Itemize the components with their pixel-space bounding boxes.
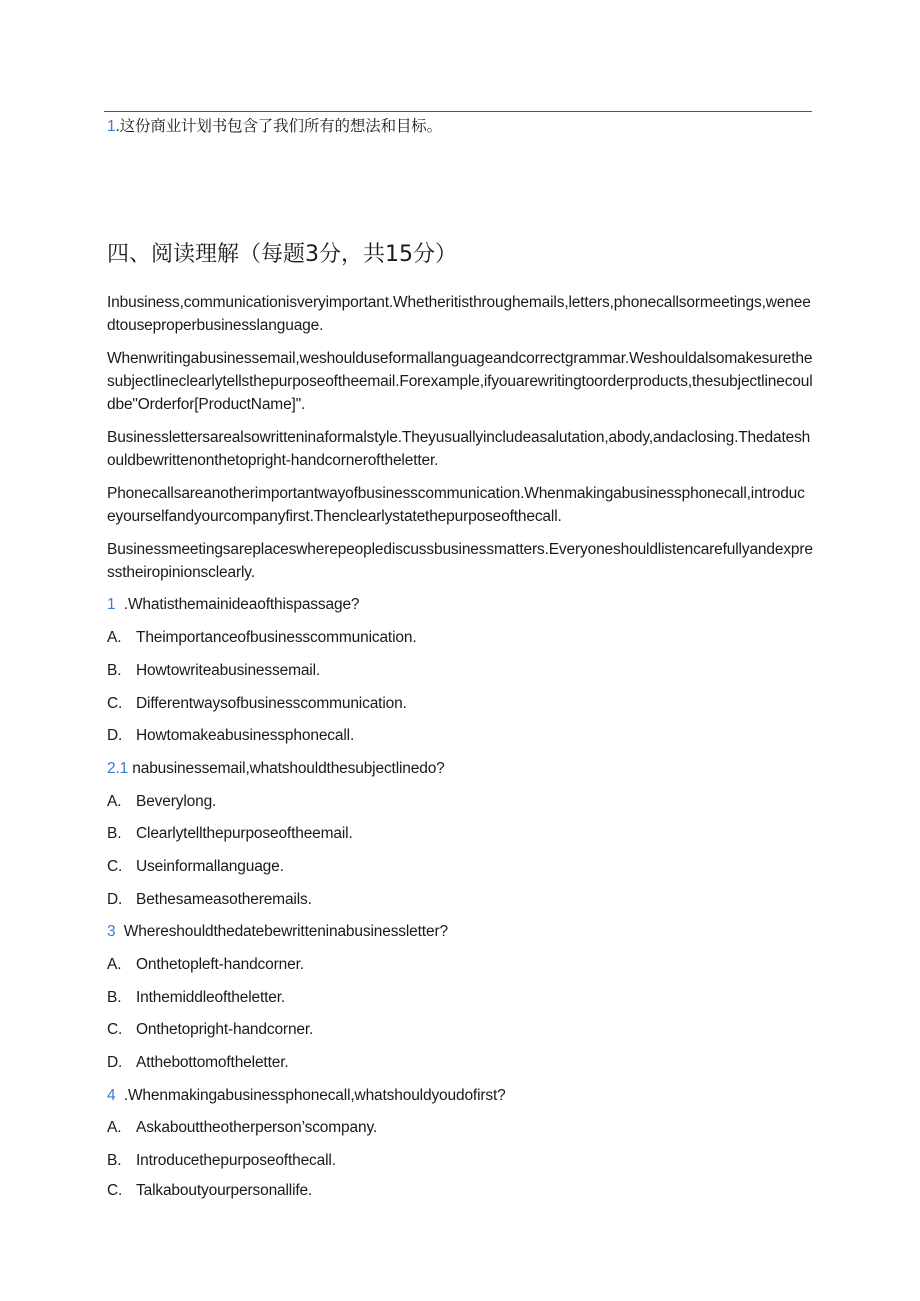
question-text: nabusinessemail,whatshouldthesubjectlinedo? <box>128 760 445 777</box>
option-text: Howtowriteabusinessemail. <box>136 662 321 679</box>
question-text: .Whenmakingabusinessphonecall,whatshouldyoudofirst? <box>115 1087 506 1104</box>
option-text: Bethesameasotheremails. <box>136 891 312 908</box>
option-item <box>107 628 416 648</box>
item-text: .这份商业计划书包含了我们所有的想法和目标。 <box>115 118 442 135</box>
option-item <box>107 726 354 746</box>
option-letter: D. <box>107 1054 123 1071</box>
option-text: Talkaboutyourpersonallife. <box>136 1182 313 1199</box>
option-text: Askabouttheotherperson’scompany. <box>136 1119 378 1136</box>
section-heading: 四、阅读理解（每题3分，共15分） <box>107 242 457 267</box>
option-text: Theimportanceofbusinesscommunication. <box>136 629 417 646</box>
question-number: 1 <box>107 596 116 613</box>
option-item <box>107 1020 313 1040</box>
question-text: .Whatisthemainideaofthispassage? <box>115 596 360 613</box>
option-text: Beverylong. <box>136 793 217 810</box>
option-letter: A. <box>107 956 122 973</box>
question-text: Whereshouldthedatebewritteninabusinessletter? <box>115 923 448 940</box>
question-number: 3 <box>107 923 116 940</box>
option-text: Inthemiddleoftheletter. <box>136 989 286 1006</box>
option-item <box>107 1118 377 1138</box>
passage-paragraph: Businessmeetingsareplaceswherepeoplediscussbusinessmatters.Everyoneshouldlistencarefullyandexpresstheiropinionsclearly. <box>107 541 813 581</box>
option-item <box>107 792 216 812</box>
question-1 <box>107 595 359 615</box>
option-letter: C. <box>107 858 123 875</box>
option-text: Atthebottomoftheletter. <box>136 1054 289 1071</box>
option-letter: D. <box>107 727 123 744</box>
option-text: Onthetopleft-handcorner. <box>136 956 304 973</box>
question-number: 2.1 <box>107 760 129 777</box>
option-letter: C. <box>107 1021 123 1038</box>
option-item <box>107 1181 312 1201</box>
option-text: Introducethepurposeofthecall. <box>136 1152 336 1169</box>
divider-rule <box>104 111 812 112</box>
option-text: Useinformallanguage. <box>136 858 284 875</box>
passage-paragraph: Businesslettersarealsowritteninaformalstyle.Theyusuallyincludeasalutation,abody,andaclosing.Thedateshouldbewrittenonthetopright-handcorneroftheletter. <box>107 429 811 469</box>
question-number: 4 <box>107 1087 116 1104</box>
option-text: Clearlytellthepurposeoftheemail. <box>136 825 353 842</box>
option-letter: C. <box>107 1182 123 1199</box>
option-item <box>107 1151 336 1171</box>
option-letter: A. <box>107 1119 122 1136</box>
option-letter: C. <box>107 695 123 712</box>
option-letter: D. <box>107 891 123 908</box>
option-text: Howtomakeabusinessphonecall. <box>136 727 355 744</box>
question-3 <box>107 922 448 942</box>
passage-paragraph: Whenwritingabusinessemail,weshoulduseformallanguageandcorrectgrammar.Weshouldalsomakesurethesubjectlineclearlytellsthepurposeoftheemail.Forexample,ifyouarewritingtoorderproducts,thesubjectlinecouldbe"Orderfor[ProductName]". <box>107 350 813 413</box>
question-4 <box>107 1086 506 1106</box>
option-item <box>107 1053 289 1073</box>
option-letter: B. <box>107 662 122 679</box>
option-text: Onthetopright-handcorner. <box>136 1021 314 1038</box>
option-letter: A. <box>107 629 122 646</box>
option-letter: B. <box>107 825 122 842</box>
passage-paragraph: Phonecallsareanotherimportantwayofbusinesscommunication.Whenmakingabusinessphonecall,introduceyourselfandyourcompanyfirst.Thenclearlystatethepurposeofthecall. <box>107 485 805 525</box>
option-item <box>107 890 312 910</box>
option-item <box>107 694 407 714</box>
option-item <box>107 857 284 877</box>
option-item <box>107 661 320 681</box>
question-2 <box>107 759 445 779</box>
option-item <box>107 988 285 1008</box>
passage-paragraph: Inbusiness,communicationisveryimportant.Whetheritisthroughemails,letters,phonecallsormeetings,weneedtouseproperbusinesslanguage. <box>107 294 811 334</box>
item-number: 1 <box>107 118 116 135</box>
option-item <box>107 955 304 975</box>
option-item <box>107 824 353 844</box>
translation-item <box>107 117 442 137</box>
option-letter: B. <box>107 989 122 1006</box>
option-letter: A. <box>107 793 122 810</box>
option-letter: B. <box>107 1152 122 1169</box>
option-text: Differentwaysofbusinesscommunication. <box>136 695 407 712</box>
